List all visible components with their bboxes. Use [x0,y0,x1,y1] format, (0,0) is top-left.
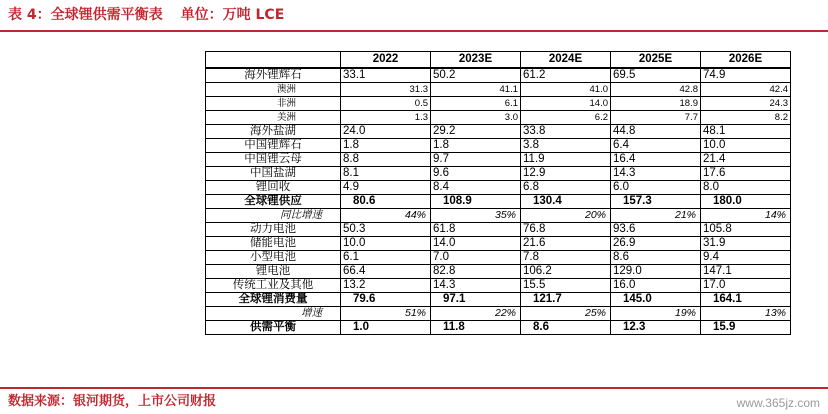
value-cell: 74.9 [701,68,791,83]
row-label: 中国锂辉石 [206,139,341,153]
value-cell: 4.9 [341,181,431,195]
row-label: 增速 [206,307,341,321]
value-cell: 31.3 [341,83,431,97]
value-cell: 9.7 [431,153,521,167]
table-row [206,181,791,195]
value-cell: 108.9 [431,195,521,209]
value-cell: 41.0 [521,83,611,97]
value-cell: 14.3 [431,279,521,293]
value-cell: 6.4 [611,139,701,153]
table-row [206,293,791,307]
table-row [206,195,791,209]
value-cell: 82.8 [431,265,521,279]
table-row [206,209,791,223]
table-row [206,265,791,279]
value-cell: 6.0 [611,181,701,195]
value-cell: 130.4 [521,195,611,209]
value-cell: 12.3 [611,321,701,335]
value-cell: 157.3 [611,195,701,209]
header-year: 2023E [431,52,521,69]
row-label: 中国锂云母 [206,153,341,167]
value-cell: 9.4 [701,251,791,265]
value-cell: 1.3 [341,111,431,125]
table-name: 表 4：全球锂供需平衡表 [8,7,163,23]
value-cell: 16.4 [611,153,701,167]
value-cell: 25% [521,307,611,321]
value-cell: 97.1 [431,293,521,307]
table-row [206,237,791,251]
value-cell: 21.4 [701,153,791,167]
top-divider [0,30,828,32]
value-cell: 14.0 [521,97,611,111]
value-cell: 14.0 [431,237,521,251]
table-row [206,251,791,265]
watermark: www.365jz.com [736,396,820,410]
value-cell: 7.8 [521,251,611,265]
table-row [206,83,791,97]
table-row [206,111,791,125]
row-label: 储能电池 [206,237,341,251]
value-cell: 61.8 [431,223,521,237]
header-year: 2025E [611,52,701,69]
value-cell: 76.8 [521,223,611,237]
value-cell: 44.8 [611,125,701,139]
value-cell: 12.9 [521,167,611,181]
value-cell: 14% [701,209,791,223]
value-cell: 164.1 [701,293,791,307]
bottom-divider [0,387,828,389]
value-cell: 48.1 [701,125,791,139]
value-cell: 42.4 [701,83,791,97]
value-cell: 50.3 [341,223,431,237]
value-cell: 42.8 [611,83,701,97]
table-row [206,167,791,181]
value-cell: 3.0 [431,111,521,125]
value-cell: 50.2 [431,68,521,83]
row-label: 海外盐湖 [206,125,341,139]
header-year: 2022 [341,52,431,69]
value-cell: 18.9 [611,97,701,111]
row-label: 供需平衡 [206,321,341,335]
table-row [206,125,791,139]
table-row [206,223,791,237]
value-cell: 8.1 [341,167,431,181]
value-cell: 15.9 [701,321,791,335]
row-label: 小型电池 [206,251,341,265]
row-label: 全球锂消费量 [206,293,341,307]
value-cell: 6.1 [431,97,521,111]
value-cell: 51% [341,307,431,321]
value-cell: 8.6 [611,251,701,265]
supply-demand-table [205,51,791,335]
value-cell: 33.1 [341,68,431,83]
header-year: 2026E [701,52,791,69]
data-source: 数据来源：银河期货，上市公司财报 [8,394,217,409]
row-label: 中国盐湖 [206,167,341,181]
table-row [206,97,791,111]
row-label: 澳洲 [206,83,341,97]
table-row [206,139,791,153]
value-cell: 41.1 [431,83,521,97]
value-cell: 79.6 [341,293,431,307]
header-row [206,52,791,69]
value-cell: 61.2 [521,68,611,83]
value-cell: 6.1 [341,251,431,265]
value-cell: 10.0 [701,139,791,153]
value-cell: 31.9 [701,237,791,251]
value-cell: 7.0 [431,251,521,265]
value-cell: 7.7 [611,111,701,125]
row-label: 全球锂供应 [206,195,341,209]
value-cell: 8.6 [521,321,611,335]
value-cell: 1.8 [341,139,431,153]
value-cell: 145.0 [611,293,701,307]
value-cell: 8.8 [341,153,431,167]
value-cell: 80.6 [341,195,431,209]
value-cell: 33.8 [521,125,611,139]
header-year: 2024E [521,52,611,69]
value-cell: 121.7 [521,293,611,307]
value-cell: 8.2 [701,111,791,125]
value-cell: 3.8 [521,139,611,153]
table-row [206,153,791,167]
value-cell: 26.9 [611,237,701,251]
value-cell: 21% [611,209,701,223]
row-label: 动力电池 [206,223,341,237]
table-title [8,4,284,26]
value-cell: 35% [431,209,521,223]
value-cell: 129.0 [611,265,701,279]
row-label: 锂电池 [206,265,341,279]
value-cell: 93.6 [611,223,701,237]
value-cell: 1.8 [431,139,521,153]
unit-label: 单位：万吨 LCE [180,7,285,23]
value-cell: 69.5 [611,68,701,83]
row-label: 美洲 [206,111,341,125]
value-cell: 17.6 [701,167,791,181]
value-cell: 66.4 [341,265,431,279]
value-cell: 13% [701,307,791,321]
row-label: 锂回收 [206,181,341,195]
value-cell: 6.8 [521,181,611,195]
value-cell: 22% [431,307,521,321]
value-cell: 20% [521,209,611,223]
header-corner [206,52,341,69]
table-row [206,307,791,321]
table-row [206,279,791,293]
value-cell: 147.1 [701,265,791,279]
row-label: 传统工业及其他 [206,279,341,293]
value-cell: 8.0 [701,181,791,195]
value-cell: 0.5 [341,97,431,111]
value-cell: 8.4 [431,181,521,195]
value-cell: 29.2 [431,125,521,139]
table-row [206,321,791,335]
value-cell: 24.0 [341,125,431,139]
value-cell: 21.6 [521,237,611,251]
value-cell: 14.3 [611,167,701,181]
value-cell: 15.5 [521,279,611,293]
value-cell: 11.9 [521,153,611,167]
value-cell: 180.0 [701,195,791,209]
value-cell: 106.2 [521,265,611,279]
row-label: 海外锂辉石 [206,68,341,83]
value-cell: 10.0 [341,237,431,251]
value-cell: 9.6 [431,167,521,181]
value-cell: 13.2 [341,279,431,293]
value-cell: 1.0 [341,321,431,335]
table-row [206,68,791,83]
value-cell: 6.2 [521,111,611,125]
value-cell: 11.8 [431,321,521,335]
value-cell: 105.8 [701,223,791,237]
value-cell: 19% [611,307,701,321]
value-cell: 24.3 [701,97,791,111]
row-label: 同比增速 [206,209,341,223]
value-cell: 44% [341,209,431,223]
value-cell: 16.0 [611,279,701,293]
row-label: 非洲 [206,97,341,111]
value-cell: 17.0 [701,279,791,293]
